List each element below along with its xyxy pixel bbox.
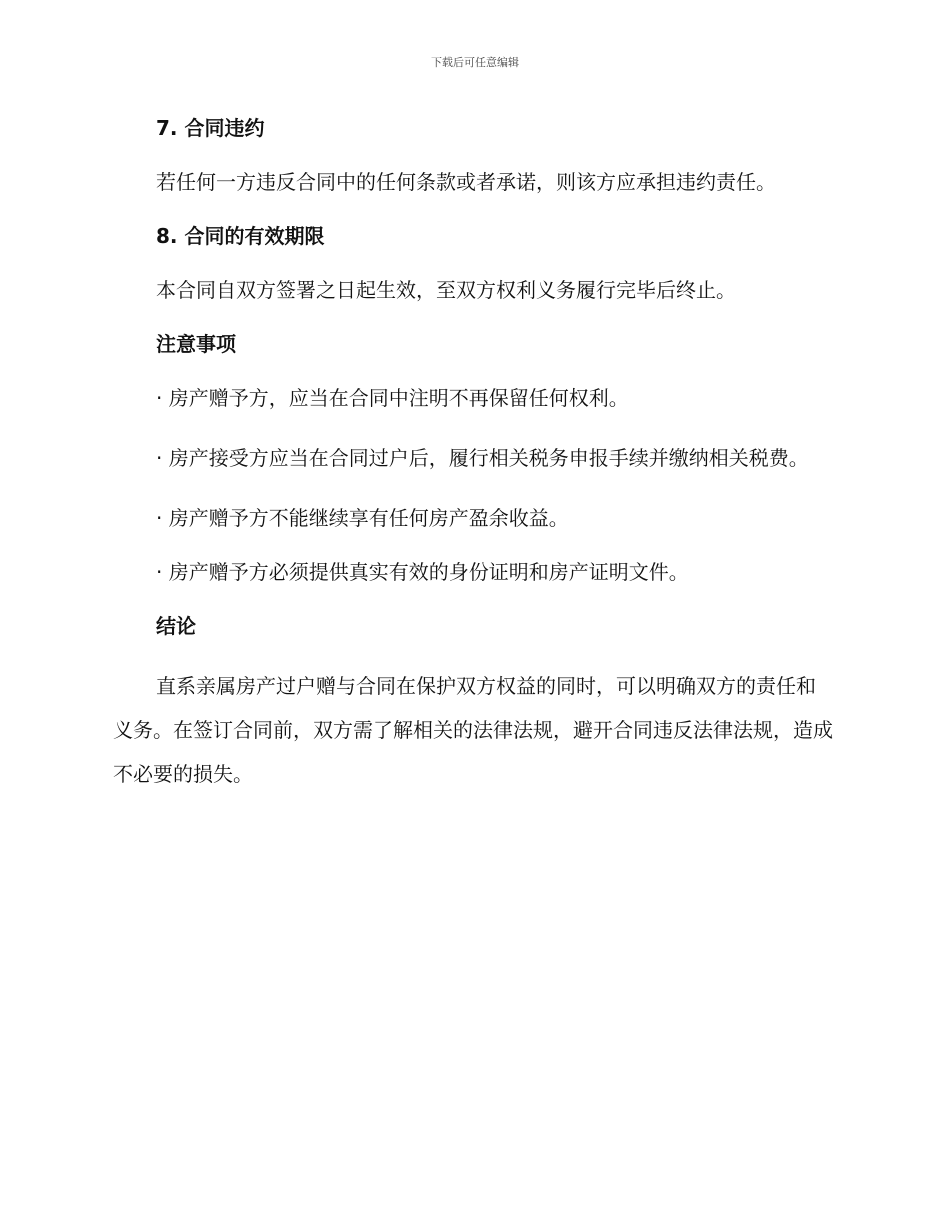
section-8-title: 8. 合同的有效期限 bbox=[156, 224, 325, 248]
conclusion-body: 直系亲属房产过户赠与合同在保护双方权益的同时，可以明确双方的责任和义务。在签订合同前，双方需了解相关的法律法规，避开合同违反法律法规，造成不必要的损失。 bbox=[113, 674, 833, 786]
note-item: · 房产赠予方必须提供真实有效的身份证明和房产证明文件。 bbox=[156, 560, 689, 584]
page-header-note: 下载后可任意编辑 bbox=[431, 56, 519, 69]
notes-title: 注意事项 bbox=[156, 332, 236, 356]
section-7-title: 7. 合同违约 bbox=[156, 116, 265, 140]
document-body bbox=[113, 112, 833, 796]
section-8-body: 本合同自双方签署之日起生效，至双方权利义务履行完毕后终止。 bbox=[156, 278, 736, 302]
note-item: · 房产赠予方不能继续享有任何房产盈余收益。 bbox=[156, 506, 569, 530]
note-item: · 房产接受方应当在合同过户后，履行相关税务申报手续并缴纳相关税费。 bbox=[156, 446, 809, 470]
conclusion-title: 结论 bbox=[156, 614, 196, 638]
note-item: · 房产赠予方，应当在合同中注明不再保留任何权利。 bbox=[156, 386, 629, 410]
section-7-body: 若任何一方违反合同中的任何条款或者承诺，则该方应承担违约责任。 bbox=[156, 170, 776, 194]
